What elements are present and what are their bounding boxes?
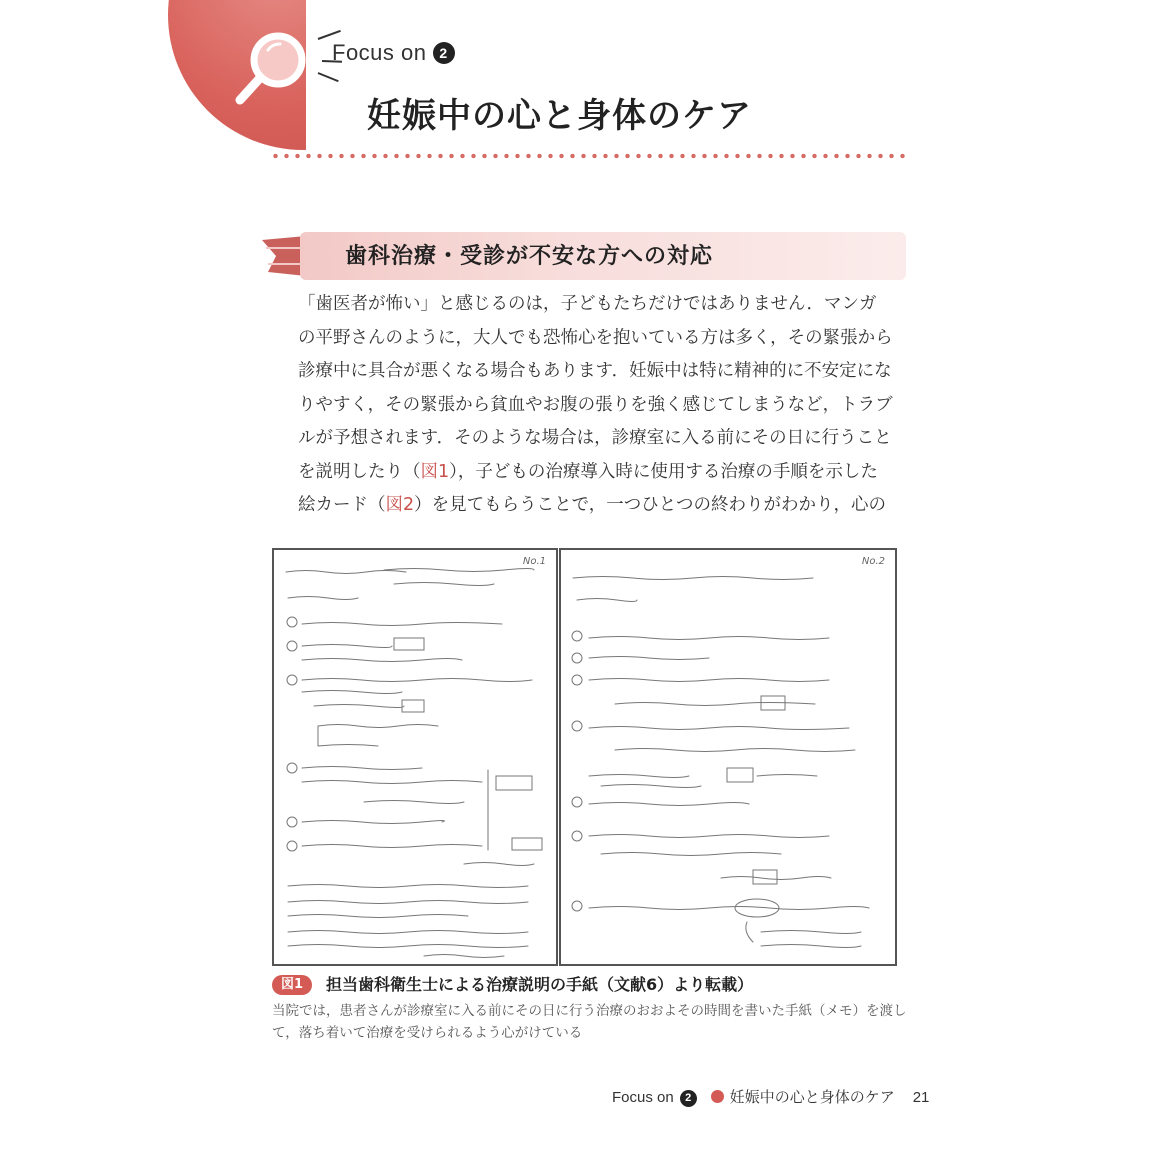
handwriting-image: [561, 550, 895, 964]
body-line: 「歯医者が怖い」と感じるのは，子どもたちだけではありません．マンガ: [298, 294, 877, 314]
page-footer: [612, 1086, 929, 1107]
figure-caption-title: 担当歯科衛生士による治療説明の手紙（文献6）より転載）: [326, 975, 754, 994]
figure-badge: 図1: [272, 975, 312, 995]
footer-title: 妊娠中の心と身体のケア: [729, 1089, 895, 1106]
memo-number: No.2: [861, 556, 885, 567]
footer-focus-number: 2: [680, 1090, 697, 1107]
handwritten-memo-2: [559, 548, 897, 966]
body-line: りやすく，その緊張から貧血やお腹の張りを強く感じてしまうなど，トラブ: [298, 394, 893, 415]
page-number: 21: [912, 1089, 930, 1106]
figure-caption-text: 当院では，患者さんが診療室に入る前にその日に行う治療のおおよその時間を書いた手紙（メモ）を渡して，落ち着いて治療を受けられるよう心がけている: [272, 1003, 907, 1041]
handwritten-memo-1: [272, 548, 558, 966]
body-text: [298, 288, 910, 523]
magnifier-icon: [228, 20, 324, 116]
focus-number-badge: 2: [433, 42, 455, 64]
section-title: 歯科治療・受診が不安な方への対応: [345, 244, 714, 269]
footer-focus-label: Focus on: [612, 1089, 674, 1106]
footer-dot-icon: [711, 1090, 724, 1103]
body-line: 絵カード（図2）を見てもらうことで，一つひとつの終わりがわかり，心の: [298, 495, 886, 515]
figure-1-reference[interactable]: 図1: [420, 461, 450, 482]
memo-number: No.1: [522, 556, 546, 567]
dotted-divider: [270, 152, 906, 160]
handwriting-image: [274, 550, 556, 964]
body-line: ルが予想されます．そのような場合は，診療室に入る前にその日に行うこと: [298, 428, 892, 448]
body-line: の平野さんのように，大人でも恐怖心を抱いている方は多く，その緊張から: [298, 327, 893, 348]
body-line: を説明したり（図1），子どもの治療導入時に使用する治療の手順を示した: [298, 461, 878, 482]
focus-label: Focus on 2: [332, 40, 455, 66]
body-line: 診療中に具合が悪くなる場合もあります．妊娠中は特に精神的に不安定にな: [298, 361, 892, 381]
figure-2-reference[interactable]: 図2: [385, 495, 415, 515]
page-title: 妊娠中の心と身体のケア: [367, 96, 752, 136]
